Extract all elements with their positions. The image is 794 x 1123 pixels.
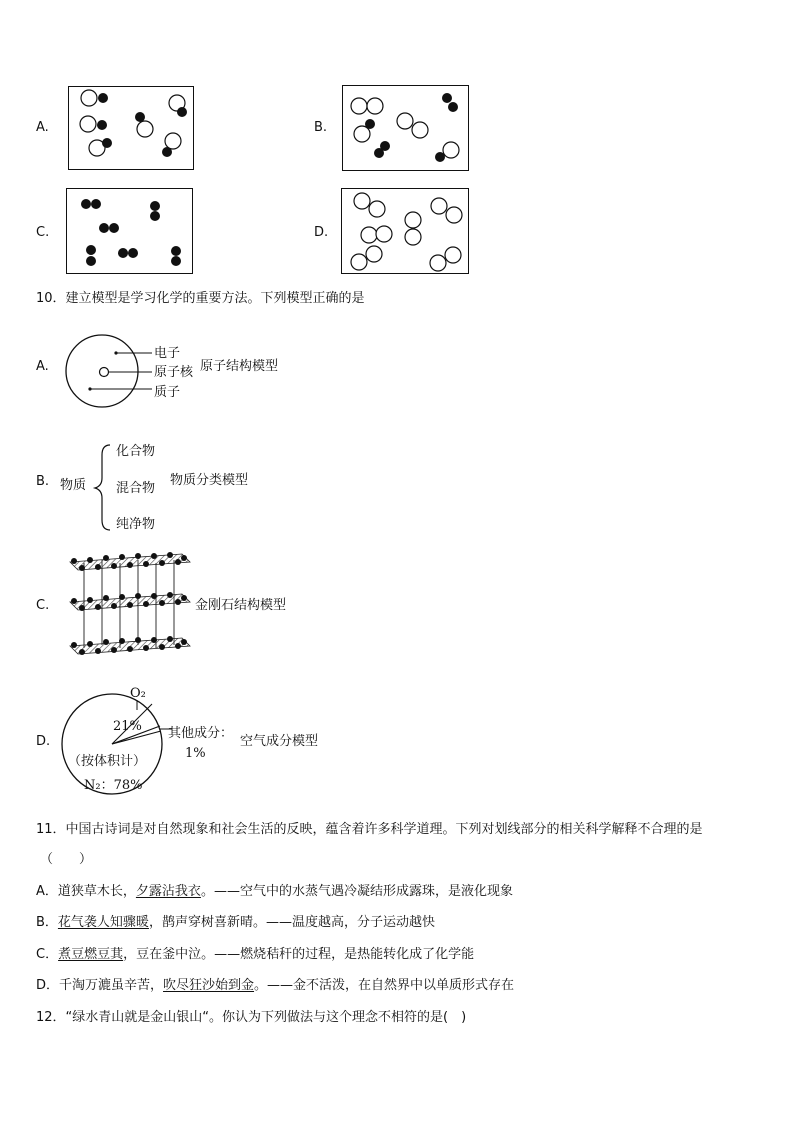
other-label: 其他成分： [168, 726, 234, 741]
o2-percent: 21% [113, 719, 142, 734]
underlined-phrase: 夕露沾我衣 [135, 884, 201, 899]
option-label: A． [36, 884, 58, 899]
classification-model-caption: 物质分类模型 [170, 473, 249, 488]
q9-option-d-diagram [341, 188, 469, 274]
option-label: B． [36, 915, 58, 930]
option-text-post: ，豆在釜中泣。——燃烧秸秆的过程，是热能转化成了化学能 [123, 947, 475, 962]
compound-item: 化合物 [116, 444, 156, 459]
underlined-phrase: 煮豆燃豆萁 [58, 947, 124, 962]
q11-stem: 11．中国古诗词是对自然现象和社会生活的反映，蕴含着许多科学道理。下列对划线部分的相关科学解释不合理的是 [36, 822, 703, 837]
q10-option-b-label[interactable]: B. [36, 474, 50, 489]
q9-option-b-label[interactable]: B. [314, 120, 328, 135]
option-text-post: 。——空气中的水蒸气遇冷凝结形成露珠，是液化现象 [200, 884, 513, 899]
q10-option-b-diagram [60, 440, 270, 536]
substance-root: 物质 [60, 478, 87, 493]
proton-label: 质子 [154, 385, 181, 400]
option-text-pre: 千淘万漉虽辛苦， [59, 978, 164, 993]
option-label: D． [36, 978, 60, 993]
q11-option-c[interactable] [36, 947, 474, 963]
q9-option-a-diagram [68, 86, 194, 170]
option-text-post: ，鹊声穿树喜新晴。——温度越高，分子运动越快 [148, 915, 435, 930]
q10-option-a-diagram [60, 334, 300, 414]
q12-stem: 12．“绿水青山就是金山银山“。你认为下列做法与这个理念不相符的是( ) [36, 1010, 467, 1025]
q10-option-c-label[interactable]: C. [36, 598, 50, 613]
underlined-phrase: 花气袭人知骤暖 [57, 915, 149, 930]
q11-option-b[interactable] [36, 915, 435, 931]
pure-substance-item: 纯净物 [116, 517, 156, 532]
q10-option-d-label[interactable]: D. [36, 734, 51, 749]
o2-label: O₂ [130, 686, 146, 701]
electron-label: 电子 [154, 346, 181, 361]
air-model-caption: 空气成分模型 [240, 734, 319, 749]
nucleus-label: 原子核 [154, 365, 194, 380]
other-percent: 1% [185, 746, 206, 761]
q9-option-a-label[interactable]: A. [36, 120, 49, 135]
diamond-model-caption: 金刚石结构模型 [195, 598, 287, 613]
option-text-pre: 道狭草木长， [57, 884, 136, 899]
n2-percent: N₂：78% [84, 778, 143, 793]
q11-answer-paren: （ ） [40, 852, 93, 867]
mixture-item: 混合物 [116, 481, 156, 496]
q9-option-b-diagram [342, 85, 469, 171]
option-label: C． [36, 947, 59, 962]
q10-option-d-diagram [60, 684, 340, 804]
q11-option-d[interactable] [36, 978, 514, 994]
q10-stem: 10．建立模型是学习化学的重要方法。下列模型正确的是 [36, 291, 365, 306]
atom-model-caption: 原子结构模型 [200, 359, 279, 374]
q9-option-c-label[interactable]: C. [36, 225, 50, 240]
underlined-phrase: 吹尽狂沙始到金 [163, 978, 255, 993]
q10-option-c-diagram [64, 548, 304, 663]
q11-option-a[interactable] [36, 884, 513, 900]
option-text-post: 。——金不活泼，在自然界中以单质形式存在 [254, 978, 515, 993]
q9-option-c-diagram [66, 188, 193, 274]
q9-option-d-label[interactable]: D. [314, 225, 329, 240]
q10-option-a-label[interactable]: A. [36, 359, 49, 374]
volume-basis-label: （按体积计） [68, 754, 147, 769]
